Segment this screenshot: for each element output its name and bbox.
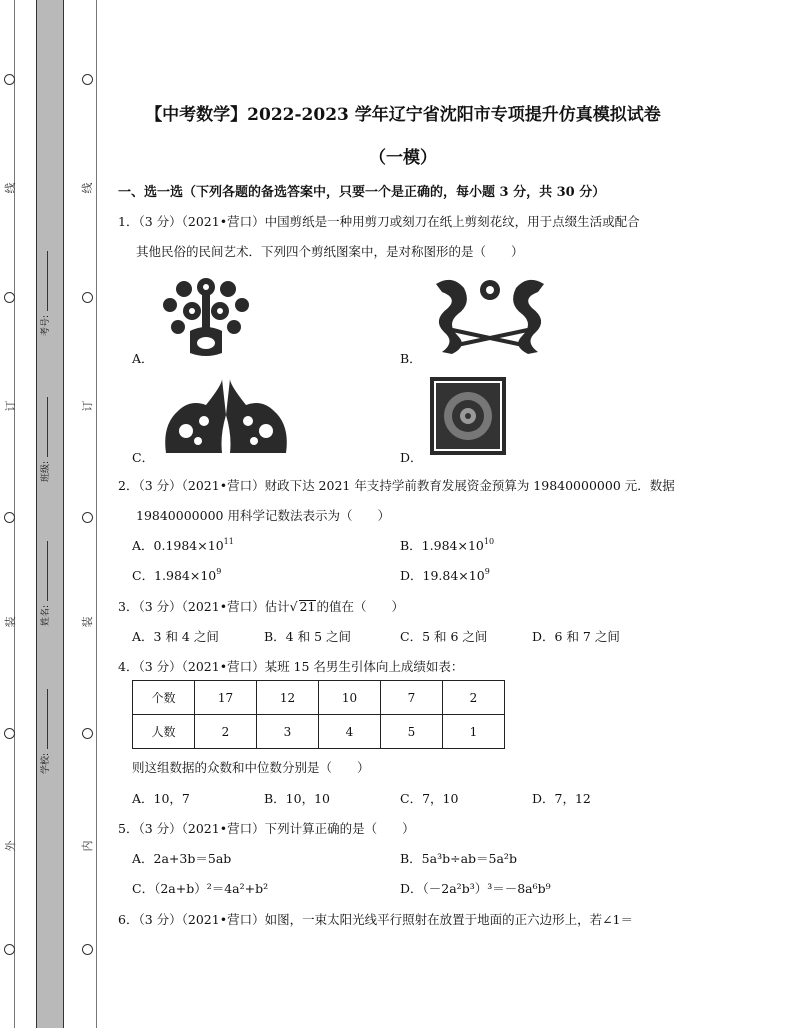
binding-hole xyxy=(4,512,15,523)
binding-hole xyxy=(4,74,15,85)
q1-text-line1: 1．（3 分）（2021•营口）中国剪纸是一种用剪刀或刻刀在纸上剪刻花纹，用于点缀生活或配合 xyxy=(118,214,640,229)
q4-data-table xyxy=(132,680,505,749)
table-row xyxy=(133,681,505,715)
papercut-square-pattern-image xyxy=(430,377,506,455)
q4-option-a: A．10，7 xyxy=(132,791,190,806)
q1-text-line2: 其他民俗的民间艺术．下列四个剪纸图案中，是对称图形的是（ ） xyxy=(136,244,524,259)
table-cell: 17 xyxy=(195,681,257,715)
table-cell: 4 xyxy=(319,715,381,749)
binding-char: 线 xyxy=(81,182,94,194)
q2-option-b: B．$1.984\times 10^{10}$ xyxy=(400,537,495,553)
binding-hole xyxy=(4,728,15,739)
q1-option-c-label: C． xyxy=(132,450,155,465)
table-cell: 12 xyxy=(257,681,319,715)
q3-option-a: A．3 和 4 之间 xyxy=(132,629,219,644)
binding-char: 订 xyxy=(81,400,94,412)
q4-option-c: C．7，10 xyxy=(400,791,459,806)
binding-hole xyxy=(82,74,93,85)
exam-number-field[interactable]: 考号: xyxy=(38,251,51,336)
q4-option-d: D．7，12 xyxy=(532,791,591,806)
binding-char: 装 xyxy=(4,616,17,628)
table-cell: 5 xyxy=(381,715,443,749)
binding-hole xyxy=(82,292,93,303)
q6-text: 6．（3 分）（2021•营口）如图，一束太阳光线平行照射在放置于地面的正六边形上，若∠1＝ xyxy=(118,912,633,927)
q2-option-a: A．$0.1984\times 10^{11}$ xyxy=(132,537,234,553)
q4-text-line1: 4．（3 分）（2021•营口）某班 15 名男生引体向上成绩如表： xyxy=(118,659,464,674)
class-field[interactable]: 班级: xyxy=(38,397,51,482)
q5-option-a: A．2a+3b＝5ab xyxy=(132,851,232,866)
binding-line-right xyxy=(96,0,97,1028)
q4-option-b: B．10，10 xyxy=(264,791,330,806)
page-subtitle: （一模） xyxy=(369,148,437,168)
papercut-dragons-image xyxy=(428,274,552,356)
binding-hole xyxy=(82,728,93,739)
binding-char: 内 xyxy=(81,840,94,852)
table-cell: 3 xyxy=(257,715,319,749)
q4-text-line2: 则这组数据的众数和中位数分别是（ ） xyxy=(132,760,370,775)
q2-text-line1: 2．（3 分）（2021•营口）财政下达 2021 年支持学前教育发展资金预算为 19840000000 元．数据 xyxy=(118,478,675,493)
table-cell: 人数 xyxy=(133,715,195,749)
q5-option-c: C．（2a+b）²＝4a²+b² xyxy=(132,881,269,896)
q1-option-d-label: D． xyxy=(400,450,423,465)
q5-option-d: D．（－2a²b³）³＝－8a⁶b⁹ xyxy=(400,881,551,896)
q5-text: 5．（3 分）（2021•营口）下列计算正确的是（ ） xyxy=(118,821,415,836)
binding-hole xyxy=(82,512,93,523)
binding-char: 外 xyxy=(4,840,17,852)
q3-option-b: B．4 和 5 之间 xyxy=(264,629,352,644)
papercut-qilin-image xyxy=(162,375,290,455)
table-cell: 7 xyxy=(381,681,443,715)
binding-hole xyxy=(82,944,93,955)
binding-gray-bar xyxy=(36,0,64,1028)
q3-text: 3．（3 分）（2021•营口）估计√ 21的值在（ ） xyxy=(118,599,404,614)
binding-strip xyxy=(0,0,100,1028)
binding-char: 线 xyxy=(4,182,17,194)
school-field[interactable]: 学校: xyxy=(38,689,51,774)
q3-option-c: C．5 和 6 之间 xyxy=(400,629,488,644)
binding-char: 订 xyxy=(4,400,17,412)
table-cell: 2 xyxy=(443,681,505,715)
table-cell: 10 xyxy=(319,681,381,715)
q5-option-b: B．5a³b÷ab＝5a²b xyxy=(400,851,517,866)
papercut-flower-vase-image xyxy=(158,275,254,357)
table-cell: 1 xyxy=(443,715,505,749)
q2-option-d: D．$19.84\times 10^9$ xyxy=(400,567,490,583)
q3-option-d: D．6 和 7 之间 xyxy=(532,629,620,644)
q2-option-c: C．$1.984\times 10^9$ xyxy=(132,567,222,583)
name-field[interactable]: 姓名: xyxy=(38,541,51,626)
table-cell: 个数 xyxy=(133,681,195,715)
q1-option-b-label: B． xyxy=(400,351,422,366)
q1-option-a-label: A． xyxy=(132,351,154,366)
table-row xyxy=(133,715,505,749)
binding-hole xyxy=(4,292,15,303)
q2-text-line2: 19840000000 用科学记数法表示为（ ） xyxy=(136,508,390,523)
section-heading: 一、选一选（下列各题的备选答案中，只要一个是正确的，每小题 3 分，共 30 分） xyxy=(118,185,606,200)
table-cell: 2 xyxy=(195,715,257,749)
page-title: 【中考数学】2022-2023 学年辽宁省沈阳市专项提升仿真模拟试卷 xyxy=(145,105,661,125)
binding-char: 装 xyxy=(81,616,94,628)
binding-hole xyxy=(4,944,15,955)
